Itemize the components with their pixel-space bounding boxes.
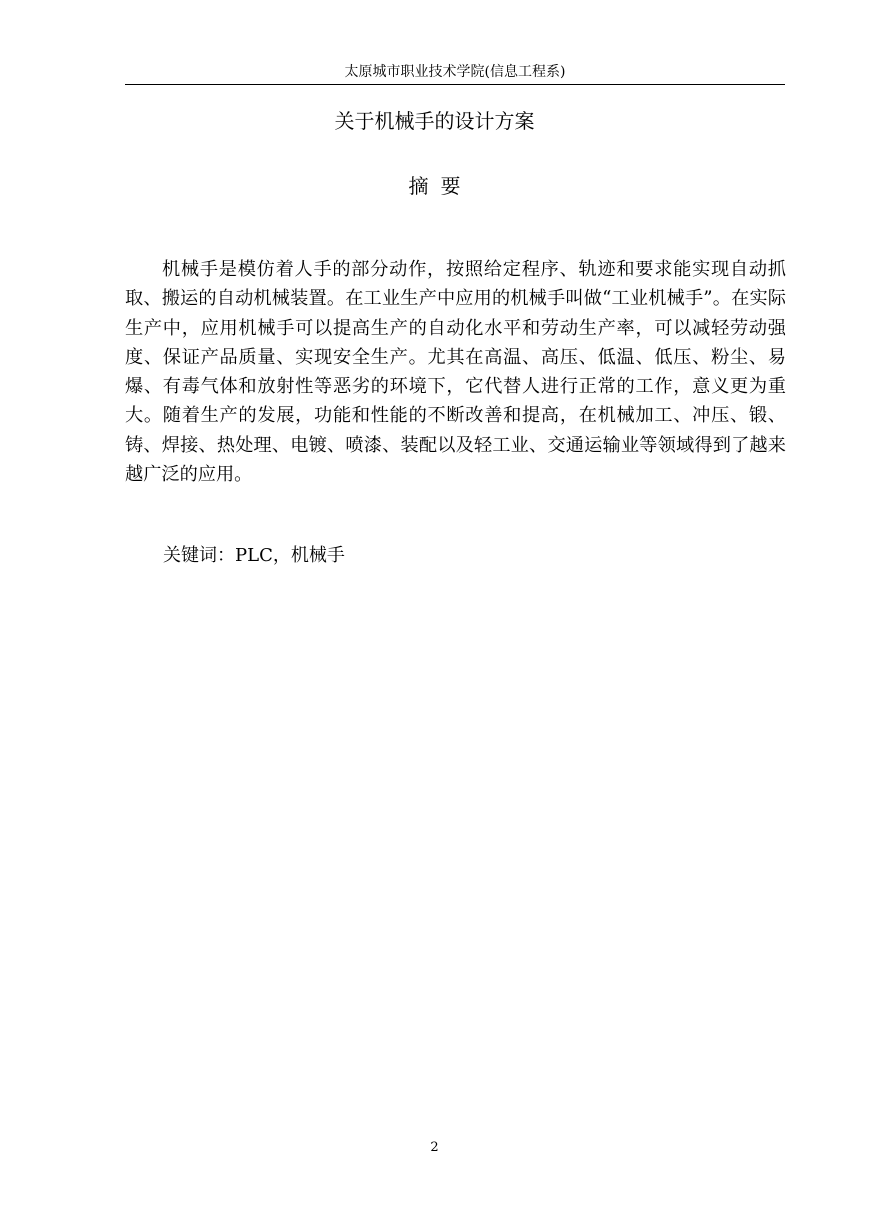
page-number: 2: [430, 1140, 439, 1155]
keywords-line: [163, 541, 345, 571]
document-title: 关于机械手的设计方案: [334, 109, 535, 133]
page-header: 太原城市职业技术学院(信息工程系): [125, 62, 785, 85]
abstract-heading: 摘要: [408, 174, 473, 198]
keywords-value: PLC，机械手: [235, 545, 345, 566]
keywords-label: 关键词：: [163, 545, 235, 566]
abstract-body: 机械手是模仿着人手的部分动作，按照给定程序、轨迹和要求能实现自动抓取、搬运的自动机械装置。在工业生产中应用的机械手叫做“工业机械手”。在实际生产中，应用机械手可以提高生产的自动化水平和劳动生产率，可以减轻劳动强度、保证产品质量、实现安全生产。尤其在高温、高压、低温、低压、粉尘、易爆、有毒气体和放射性等恶劣的环境下，它代替人进行正常的工作，意义更为重大。随着生产的发展，功能和性能的不断改善和提高，在机械加工、冲压、锻、铸、焊接、热处理、电镀、喷漆、装配以及轻工业、交通运输业等领域得到了越来越广泛的应用。: [125, 259, 786, 486]
